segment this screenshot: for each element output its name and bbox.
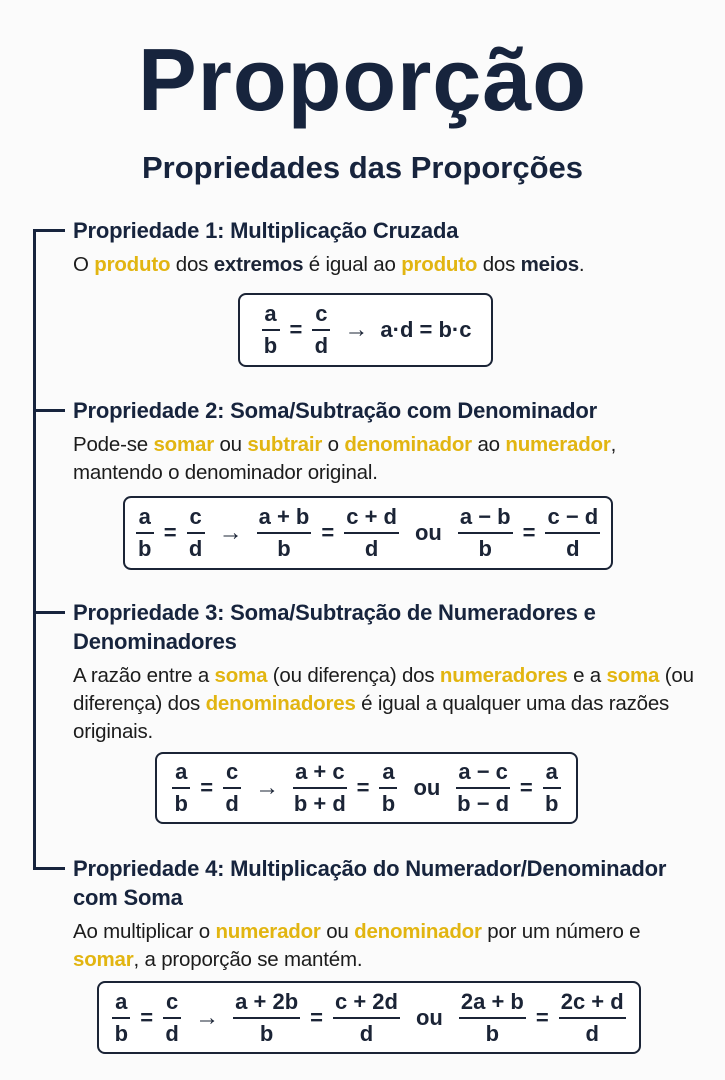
highlighted-term: denominadores (205, 692, 356, 715)
connector-or: ou (413, 775, 441, 800)
page-title: Proporção (137, 30, 588, 129)
denominator: d (364, 536, 379, 561)
bold-term: extremos (213, 253, 304, 276)
highlighted-term: produto (401, 253, 478, 276)
highlighted-term: subtrair (247, 433, 323, 456)
denominator: b (259, 1020, 274, 1046)
text-segment: é igual a qualquer uma das razões originais. (73, 692, 670, 743)
highlighted-term: numeradores (439, 664, 568, 687)
denominator: d (165, 1020, 179, 1046)
formula-box-2 (123, 496, 613, 570)
tree-tick-1 (33, 229, 65, 232)
numerator: a (543, 759, 561, 789)
fraction: $\frac{a}{b}$ (260, 301, 282, 359)
property-4 (73, 854, 703, 974)
denominator: b (478, 536, 492, 561)
equals-sign: = (200, 775, 214, 800)
fraction (454, 759, 512, 817)
fraction (543, 504, 602, 562)
highlighted-term: soma (214, 664, 268, 687)
fraction (457, 989, 528, 1047)
numerator: a (172, 759, 190, 789)
equals-sign: = (356, 775, 370, 800)
numerator: a − c (456, 759, 510, 789)
arrow-right-icon: → (218, 519, 243, 546)
highlighted-term: somar (73, 948, 134, 971)
text-segment: A razão entre a (73, 664, 215, 687)
numerator: a + 2b (233, 989, 300, 1019)
formula-box-4 (97, 981, 641, 1054)
numerator: a + b (257, 504, 312, 534)
property-2 (73, 396, 703, 487)
highlighted-term: denominador (344, 433, 472, 456)
denominator: b (277, 536, 291, 561)
denominator: d (225, 791, 239, 816)
formula-box-3 (155, 752, 578, 824)
formula-result: a·d = b·c (380, 317, 472, 342)
tree-tick-2 (33, 409, 65, 412)
highlighted-term: numerador (505, 433, 611, 456)
denominator: b (174, 791, 188, 816)
text-segment: (ou diferença) dos (73, 664, 694, 715)
tree-tick-3 (33, 611, 65, 614)
equals-sign: = (519, 775, 533, 800)
denominator: b + d (293, 791, 346, 816)
text-segment: O (73, 253, 95, 276)
highlighted-term: produto (94, 253, 171, 276)
denominator: b (545, 791, 559, 816)
property-description (73, 431, 703, 487)
fraction (342, 504, 401, 562)
text-segment: , a proporção se mantém. (133, 948, 363, 971)
numerator: c + d (344, 504, 399, 534)
fraction (231, 989, 302, 1047)
highlighted-term: denominador (354, 920, 482, 943)
text-segment: , mantendo o denominador original. (73, 433, 617, 484)
text-segment: ao (471, 433, 506, 456)
property-description (73, 251, 703, 279)
highlighted-term: numerador (215, 920, 321, 943)
numerator: 2c + d (559, 989, 626, 1019)
denominator: d (359, 1020, 374, 1046)
arrow-right-icon: → (255, 774, 280, 801)
numerator: 2a + b (459, 989, 526, 1019)
formula-box-1: $\frac{a}{b}$ = $\frac{c}{d}$ → a·d = b·c (238, 293, 493, 367)
equals-sign: = (321, 520, 335, 545)
text-segment: ou (320, 920, 355, 943)
numerator: a (379, 759, 397, 789)
connector-or: ou (415, 1004, 443, 1030)
property-title: Propriedade 2: Soma/Subtração com Denominador (73, 398, 598, 423)
fraction (456, 504, 515, 562)
text-segment: ou (213, 433, 248, 456)
equals-sign: = (140, 1004, 154, 1030)
text-segment: dos (170, 253, 214, 276)
numerator: a (136, 504, 154, 534)
denominator: d (188, 536, 203, 561)
tree-tick-4 (33, 867, 65, 870)
numerator: c − d (545, 504, 600, 534)
equals-sign: = (522, 520, 536, 545)
property-title: Propriedade 4: Multiplicação do Numerador/Denominador com Soma (73, 856, 667, 910)
property-title: Propriedade 1: Multiplicação Cruzada (73, 218, 459, 243)
fraction (377, 759, 399, 817)
arrow-right-icon: → (344, 316, 369, 343)
numerator: a − b (458, 504, 513, 534)
highlighted-term: somar (153, 433, 214, 456)
numerator: a (112, 989, 130, 1019)
denominator: b (381, 791, 396, 816)
numerator: c (187, 504, 205, 534)
property-title: Propriedade 3: Soma/Subtração de Numeradores e Denominadores (73, 600, 596, 654)
page-subtitle: Propriedades das Proporções (141, 150, 584, 185)
fraction (291, 759, 349, 817)
text-segment: Ao multiplicar o (73, 920, 216, 943)
text-segment: . (578, 253, 585, 276)
fraction (331, 989, 402, 1047)
numerator: c + 2d (333, 989, 400, 1019)
denominator: d (585, 1020, 599, 1046)
text-segment: dos (477, 253, 521, 276)
property-description (73, 662, 703, 746)
equals-sign: = (310, 1004, 323, 1030)
connector-or: ou (414, 520, 442, 545)
denominator: d (566, 536, 580, 561)
denominator: b (114, 1020, 129, 1046)
fraction (221, 759, 243, 817)
fraction (185, 504, 207, 562)
fraction: $\frac{c}{d}$ (310, 301, 332, 359)
fraction (557, 989, 628, 1047)
equals-sign: = (535, 1004, 549, 1030)
property-description (73, 918, 703, 974)
fraction (134, 504, 156, 562)
tree-connector-line (33, 229, 36, 870)
denominator: b (138, 536, 152, 561)
property-3 (73, 598, 703, 746)
equals-sign: = (163, 520, 177, 545)
highlighted-term: soma (606, 664, 660, 687)
numerator: c (223, 759, 241, 789)
denominator: b − d (457, 791, 510, 816)
fraction (541, 759, 563, 817)
text-segment: e a (567, 664, 607, 687)
text-segment: é igual ao (303, 253, 402, 276)
text-segment: o (322, 433, 345, 456)
text-segment: Pode-se (73, 433, 154, 456)
arrow-right-icon: → (195, 1003, 220, 1031)
text-segment: por um número e (481, 920, 641, 943)
denominator: b (485, 1020, 500, 1046)
bold-term: meios (520, 253, 579, 276)
fraction (110, 989, 132, 1047)
property-1 (73, 216, 703, 279)
text-segment: (ou diferença) dos (267, 664, 440, 687)
numerator: c (163, 989, 181, 1019)
fraction (161, 989, 183, 1047)
fraction (170, 759, 192, 817)
numerator: a + c (293, 759, 347, 789)
fraction (255, 504, 314, 562)
